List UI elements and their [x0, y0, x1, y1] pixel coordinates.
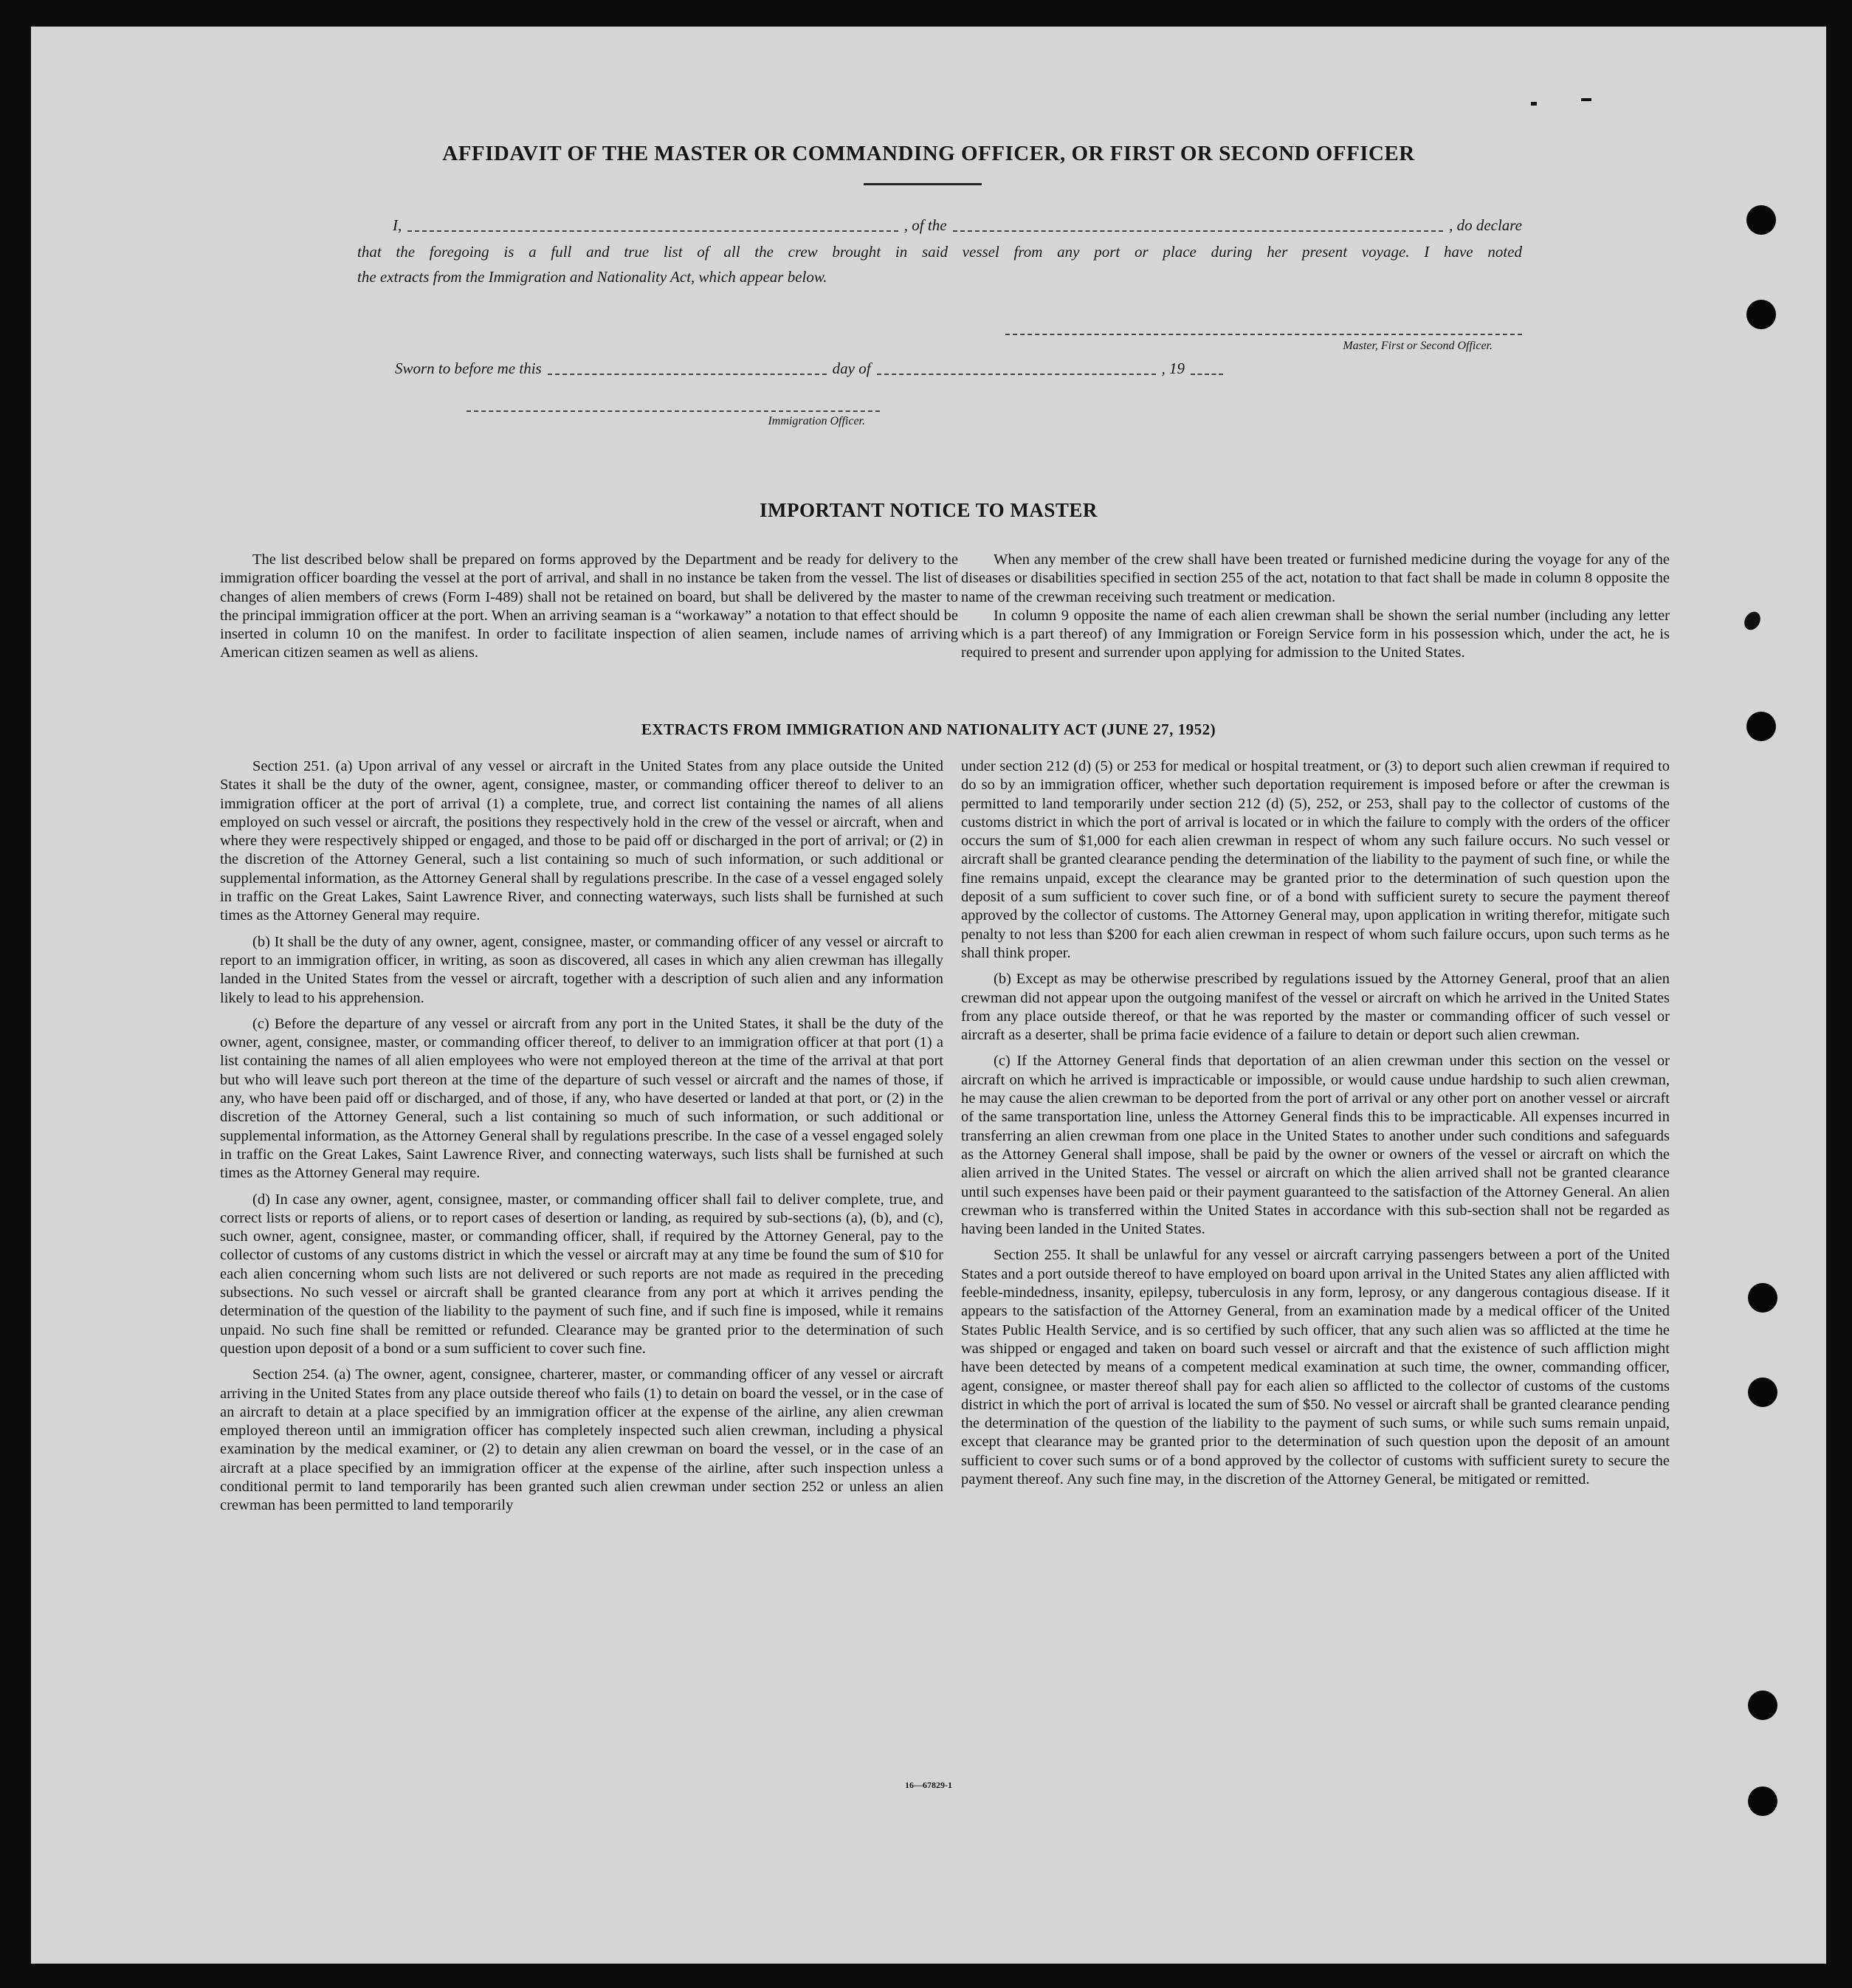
i-label: I,: [393, 216, 402, 234]
scan-speck: [1741, 609, 1763, 633]
declarant-name-field[interactable]: [407, 230, 898, 232]
title-underline: [864, 183, 982, 185]
binder-hole: [1748, 1691, 1777, 1720]
immigration-officer-label: Immigration Officer.: [768, 415, 865, 427]
notice-left-column: [220, 551, 958, 663]
extracts-right-column: [961, 757, 1670, 1489]
scan-speck: [1581, 98, 1591, 101]
binder-hole: [1748, 1378, 1777, 1407]
declarant-row: [393, 213, 1522, 238]
extract-paragraph: (d) In case any owner, agent, consignee, master, or commanding officer shall fail to deliver complete, true, and correct lists or reports of aliens, or to report cases of desertion or landing, as required by sub-sections (a), (b), and (c), such owner, agent, consignee, master, or commanding officer, shall, if required by the Attorney General, pay to the collector of customs of any customs district in which the vessel or aircraft may at any time be found the sum of $10 for each alien concerning whom such lists are not delivered or such reports are not made as required in the preceding subsections. No such vessel or aircraft shall be granted clearance from any port at which it arrives pending the determination of the question of the liability to the payment of such fine, and if such fine is imposed, while it remains unpaid. No such fine shall be remitted or refunded. Clearance may be granted prior to the determination of such question upon deposit of a bond or a sum sufficient to cover such fine.: [220, 1191, 943, 1357]
master-signature-label: Master, First or Second Officer.: [1343, 340, 1493, 352]
form-code: 16—67829-1: [905, 1780, 952, 1790]
extract-paragraph: Section 251. (a) Upon arrival of any vessel or aircraft in the United States from any place outside the United States it shall be the duty of the owner, agent, consignee, master, or commanding officer thereof to deliver to an immigration officer at the port of arrival (1) a complete, true, and correct list containing the names of all aliens employed on such vessel or aircraft, the positions they respectively hold in the crew of the vessel or aircraft, when and where they were respectively shipped or engaged, and those to be paid off or discharged in the port of arrival; or (2) in the discretion of the Attorney General, such a list containing so much of such information, or such additional or supplemental information, as the Attorney General shall by regulations prescribe. In the case of a vessel engaged solely in traffic on the Great Lakes, Saint Lawrence River, and connecting waterways, such lists shall be furnished at such times as the Attorney General may require.: [220, 758, 943, 924]
binder-hole: [1746, 712, 1776, 741]
sworn-month-field[interactable]: [877, 373, 1156, 375]
extracts-title: EXTRACTS FROM IMMIGRATION AND NATIONALITY ACT (JUNE 27, 1952): [641, 720, 1216, 738]
extract-paragraph: under section 212 (d) (5) or 253 for medical or hospital treatment, or (3) to deport such alien crewman if required to do so by an immigration officer, whether such deportation requirement is imposed before or after the crewman is permitted to land temporarily under section 212 (d) (5), 252, or 253, shall pay to the collector of customs of the customs district in which the port of arrival is located or in which the failure to comply with the orders of the officer occurs the sum of $1,000 for each alien crewman in respect of whom any such failure occurs. No such vessel or aircraft shall be granted clearance pending the determination of the liability to the payment of such fine, or while the fine remains unpaid, except the clearance may be granted prior to the determination of such question upon the deposit of a sum sufficient to cover such fine, or of a bond with sufficient surety to secure the payment thereof approved by the collector of customs. The Attorney General may, upon application in writing therefor, mitigate such penalty to not less than $200 for each alien crewman in respect of whom such failure occurs, upon such terms as he shall think proper.: [961, 758, 1670, 961]
year-label: , 19: [1161, 360, 1185, 377]
do-declare-label: , do declare: [1449, 216, 1523, 234]
extract-paragraph: (b) Except as may be otherwise prescribed by regulations issued by the Attorney General, proof that an alien crewman did not appear upon the outgoing manifest of the vessel or aircraft on which he arrived in the United States from any place outside thereof, or that he was reported by the master or commanding officer of such vessel or aircraft as a deserter, shall be prima facie evidence of a failure to detain or deport such alien crewman.: [961, 971, 1670, 1044]
document-page: [31, 27, 1826, 1964]
scan-speck: [1531, 102, 1537, 106]
master-signature-field[interactable]: [1005, 334, 1522, 335]
binder-hole: [1746, 205, 1776, 235]
binder-hole: [1748, 1283, 1777, 1313]
notice-left-paragraph: The list described below shall be prepared on forms approved by the Department and be ready for delivery to the immigration officer boarding the vessel at the port of arrival, and shall in no instance be taken from the vessel. The list of changes of alien members of crews (Form I-489) shall not be retained on board, but shall be delivered by the master to the principal immigration officer at the port. When an arriving seaman is a “workaway” a notation to that effect should be inserted in column 10 on the manifest. In order to facilitate inspection of alien seamen, include names of arriving American citizen seamen as well as aliens.: [220, 551, 958, 661]
notice-right-column: [961, 551, 1670, 663]
extract-paragraph: (c) Before the departure of any vessel or aircraft from any port in the United States, it shall be the duty of the owner, agent, consignee, master, or commanding officer thereof, to deliver to an immigration officer at that port (1) a list containing the names of all alien employees who were not employed thereon at the time of the arrival at that port but who will leave such port thereon at the time of the departure of such vessel or aircraft and the names of those, if any, who have been paid off or discharged, and of those, if any, who have deserted or landed at that port, or (2) in the discretion of the Attorney General, such a list containing so much of such information, or such additional or supplemental information, as the Attorney General shall by regulations prescribe. In the case of a vessel engaged solely in traffic on the Great Lakes, Saint Lawrence River, and connecting waterways, such lists shall be furnished at such times as the Attorney General may require.: [220, 1015, 943, 1182]
binder-hole: [1746, 300, 1776, 329]
vessel-name-field[interactable]: [953, 230, 1444, 232]
affidavit-title: AFFIDAVIT OF THE MASTER OR COMMANDING OFFICER, OR FIRST OR SECOND OFFICER: [442, 142, 1415, 165]
extract-paragraph: Section 255. It shall be unlawful for any vessel or aircraft carrying passengers between a port of the United States and a port outside thereof to have employed on board upon arrival in the United States any alien afflicted with feeble-mindedness, insanity, epilepsy, tuberculosis in any form, leprosy, or any dangerous contagious disease. If it appears to the satisfaction of the Attorney General, from an examination made by a medical officer of the United States Public Health Service, and is so certified by such officer, that any such alien was so afflicted at the time he was shipped or engaged and taken on board such vessel or aircraft and that the existence of such affliction might have been detected by means of a competent medical examination at such time, the owner, commanding officer, agent, consignee, or master thereof shall pay for each alien so afflicted to the collector of customs of the customs district in which the port of arrival is located the sum of $50. No vessel or aircraft shall be granted clearance pending the determination of the question of the liability to the payment of such sums, or while such sums remain unpaid, except that clearance may be granted prior to the determination of such question upon the deposit of an amount sufficient to cover such sums or of a bond approved by the collector of customs with sufficient surety to secure the payment thereof. Any such fine may, in the discretion of the Attorney General, be mitigated or remitted.: [961, 1247, 1670, 1487]
immigration-officer-signature-field[interactable]: [467, 410, 880, 412]
declaration-text-line1: that the foregoing is a full and true list of all the crew brought in said vessel from any port or place during her present voyage. I have noted: [357, 243, 1522, 261]
sworn-year-field[interactable]: [1191, 373, 1223, 375]
of-the-label: , of the: [903, 216, 947, 234]
notice-title: IMPORTANT NOTICE TO MASTER: [760, 499, 1098, 521]
sworn-day-field[interactable]: [548, 373, 827, 375]
binder-hole: [1748, 1786, 1777, 1816]
extracts-left-column: [220, 757, 943, 1516]
notice-right-paragraph: In column 9 opposite the name of each alien crewman shall be shown the serial number (including any letter which is a part thereof) of any Immigration or Foreign Service form in his possession which, under the act, he is required to present and surrender upon applying for admission to the United States.: [961, 607, 1670, 661]
declaration-text-line2: the extracts from the Immigration and Nationality Act, which appear below.: [357, 268, 827, 286]
extract-paragraph: (b) It shall be the duty of any owner, agent, consignee, master, or commanding officer of any vessel or aircraft to report to an immigration officer, in writing, as soon as discovered, all cases in which any alien crewman has illegally landed in the United States from the vessel or aircraft, together with a description of such alien and any information likely to lead to his apprehension.: [220, 933, 943, 1006]
sworn-row: [395, 356, 1229, 381]
notice-right-paragraph: When any member of the crew shall have been treated or furnished medicine during the voyage for any of the diseases or disabilities specified in section 255 of the act, notation to that fact shall be made in column 8 opposite the name of the crewman receiving such treatment or medication.: [961, 551, 1670, 605]
day-of-label: day of: [832, 360, 871, 377]
sworn-label: Sworn to before me this: [395, 360, 542, 377]
extract-paragraph: (c) If the Attorney General finds that deportation of an alien crewman under this section on the vessel or aircraft on which he arrived is impracticable or impossible, or would cause undue hardship to such alien crewman, he may cause the alien crewman to be deported from the port of arrival or any other port on another vessel or aircraft of the same transportation line, unless the Attorney General finds this to be impracticable. All expenses incurred in transferring an alien crewman from one place in the United States to another under such conditions and safeguards as the Attorney General shall impose, shall be paid by the owner or owners of the vessel or aircraft on which the alien arrived in the United States. The vessel or aircraft on which the alien arrived shall not be granted clearance until such expenses have been paid or their payment guaranteed to the satisfaction of the Attorney General. An alien crewman who is transferred within the United States in accordance with this sub-section shall not be regarded as having been landed in the United States.: [961, 1053, 1670, 1238]
extract-paragraph: Section 254. (a) The owner, agent, consignee, charterer, master, or commanding officer of any vessel or aircraft arriving in the United States from any place outside thereof who fails (1) to detain on board the vessel, or in the case of an aircraft to detain at a place specified by an immigration officer at the expense of the airline, any alien crewman employed thereon until an immigration officer has completely inspected such alien crewman, including a physical examination by the medical examiner, or (2) to detain any alien crewman on board the vessel, or in the case of an aircraft at a place specified by an immigration officer at the expense of the airline, after such inspection unless a conditional permit to land temporarily has been granted such alien crewman under section 252 or unless an alien crewman has been permitted to land temporarily: [220, 1366, 943, 1514]
